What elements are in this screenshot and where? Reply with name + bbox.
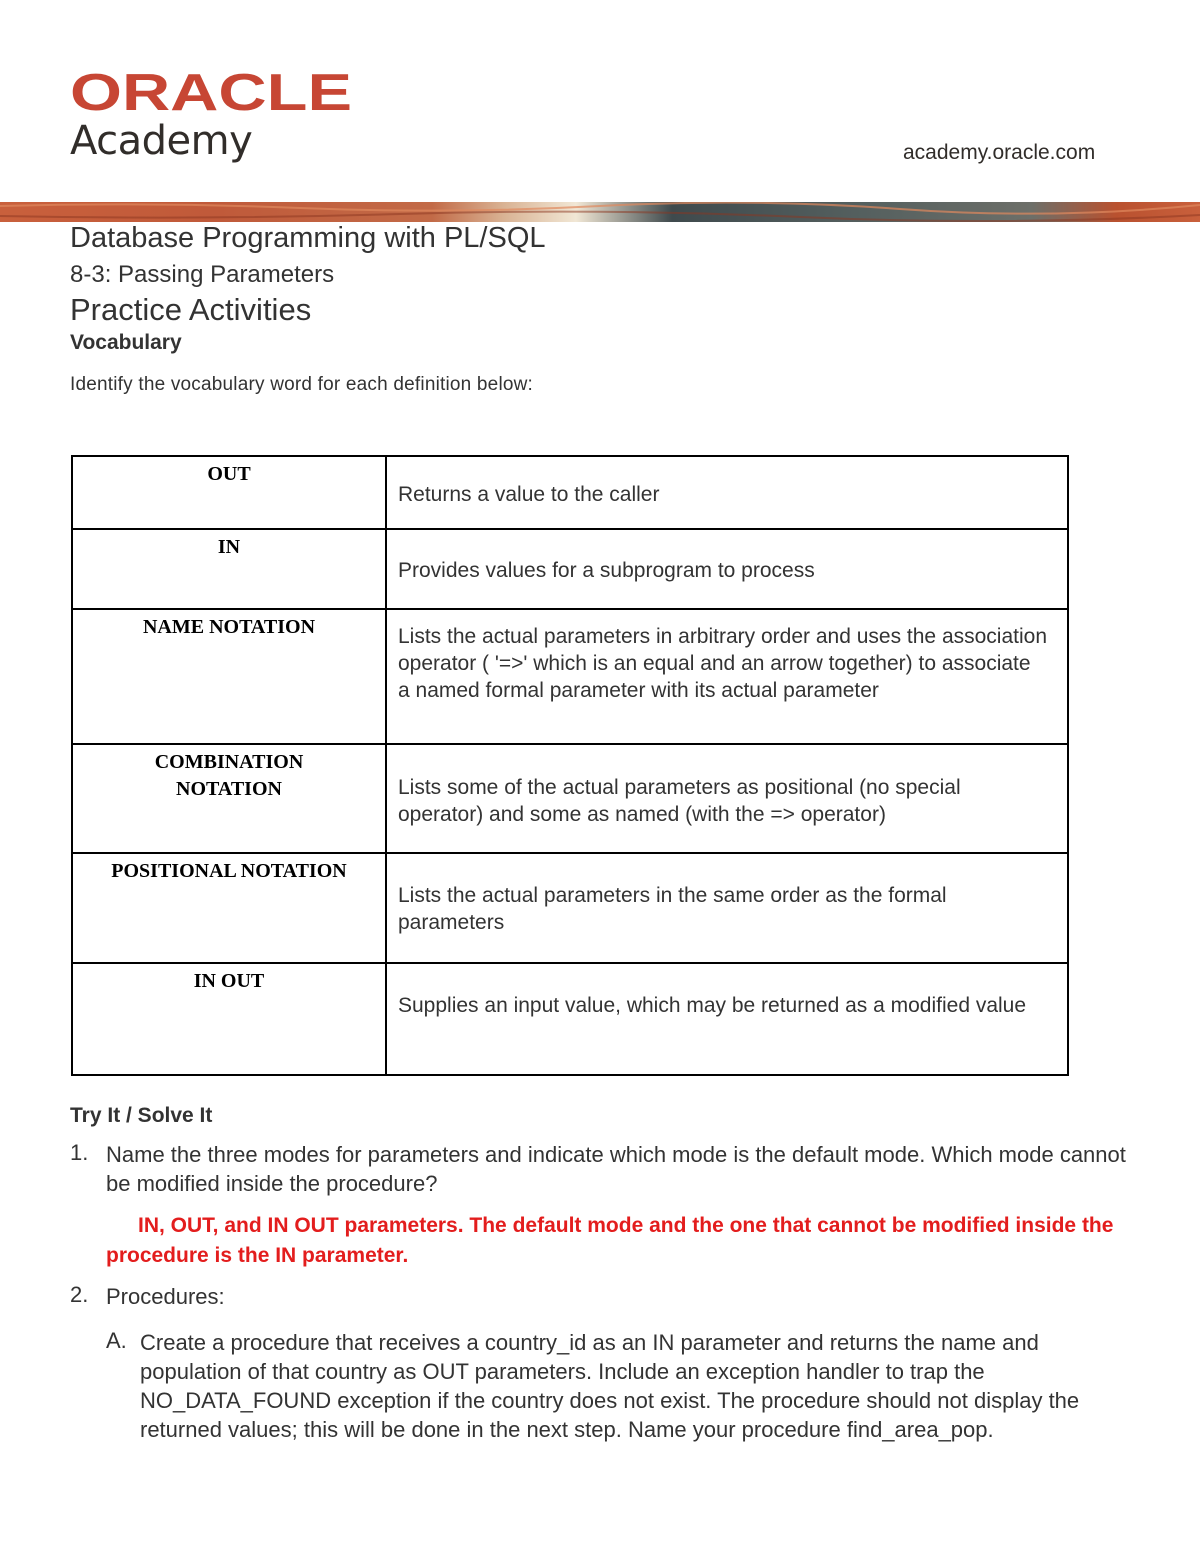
oracle-logo-text: ORACLE	[70, 68, 352, 118]
vocabulary-heading: Vocabulary	[70, 331, 182, 354]
vocab-term: POSITIONAL NOTATION	[72, 853, 386, 963]
vocab-definition: Supplies an input value, which may be returned as a modified value	[386, 963, 1068, 1075]
vocabulary-instruction: Identify the vocabulary word for each definition below:	[70, 374, 534, 395]
vocab-definition: Provides values for a subprogram to process	[386, 529, 1068, 609]
lesson-name: Passing Parameters	[118, 261, 335, 288]
vocab-term: COMBINATION NOTATION	[72, 744, 386, 853]
table-row	[72, 456, 1068, 529]
question-2-text: Procedures:	[106, 1284, 225, 1309]
course-title: Database Programming with PL/SQL	[70, 222, 546, 254]
vocab-term: NAME NOTATION	[72, 609, 386, 744]
vocab-definition: Lists the actual parameters in the same order as the formal parameters	[386, 853, 1068, 963]
question-2a-text: Create a procedure that receives a country_id as an IN parameter and returns the name and population of that country as OUT parameters. Include an exception handler to trap the NO_DATA_FOUND exception if the country does not exist. The procedure should not display the returned values; this will be done in the next step. Name your procedure find_area_pop.	[140, 1330, 1080, 1442]
academy-wordmark: Academy	[70, 118, 253, 164]
vocabulary-table	[71, 455, 1069, 1076]
decorative-banner	[0, 202, 1200, 222]
table-row	[72, 529, 1068, 609]
vocab-term: OUT	[72, 456, 386, 529]
lesson-number: 8-3:	[70, 261, 112, 288]
vocab-definition: Returns a value to the caller	[386, 456, 1068, 529]
try-it-heading: Try It / Solve It	[70, 1104, 213, 1127]
vocab-term: IN OUT	[72, 963, 386, 1075]
oracle-logo	[70, 68, 355, 118]
table-row	[72, 963, 1068, 1075]
question-2-number: 2.	[70, 1282, 89, 1307]
vocab-definition: Lists the actual parameters in arbitrary order and uses the association operator ( '=>' which is an equal and an arrow together) to associate a named formal parameter with its actual parameter	[386, 609, 1068, 744]
answer-text: IN, OUT, and IN OUT parameters. The default mode and the one that cannot be modified inside the procedure is the IN parameter.	[106, 1214, 1114, 1267]
question-2a-letter: A.	[106, 1328, 127, 1353]
vocab-definition: Lists some of the actual parameters as positional (no special operator) and some as named (with the => operator)	[386, 744, 1068, 853]
practice-title: Practice Activities	[70, 292, 312, 327]
lesson-title	[70, 261, 334, 289]
table-row	[72, 609, 1068, 744]
table-row	[72, 744, 1068, 853]
table-row	[72, 853, 1068, 963]
vocab-term: IN	[72, 529, 386, 609]
question-1-number: 1.	[70, 1140, 89, 1165]
site-url: academy.oracle.com	[903, 141, 1096, 164]
question-1-answer	[106, 1211, 1136, 1271]
question-1-text: Name the three modes for parameters and indicate which mode is the default mode. Which mode cannot be modified inside the procedure?	[106, 1142, 1126, 1196]
